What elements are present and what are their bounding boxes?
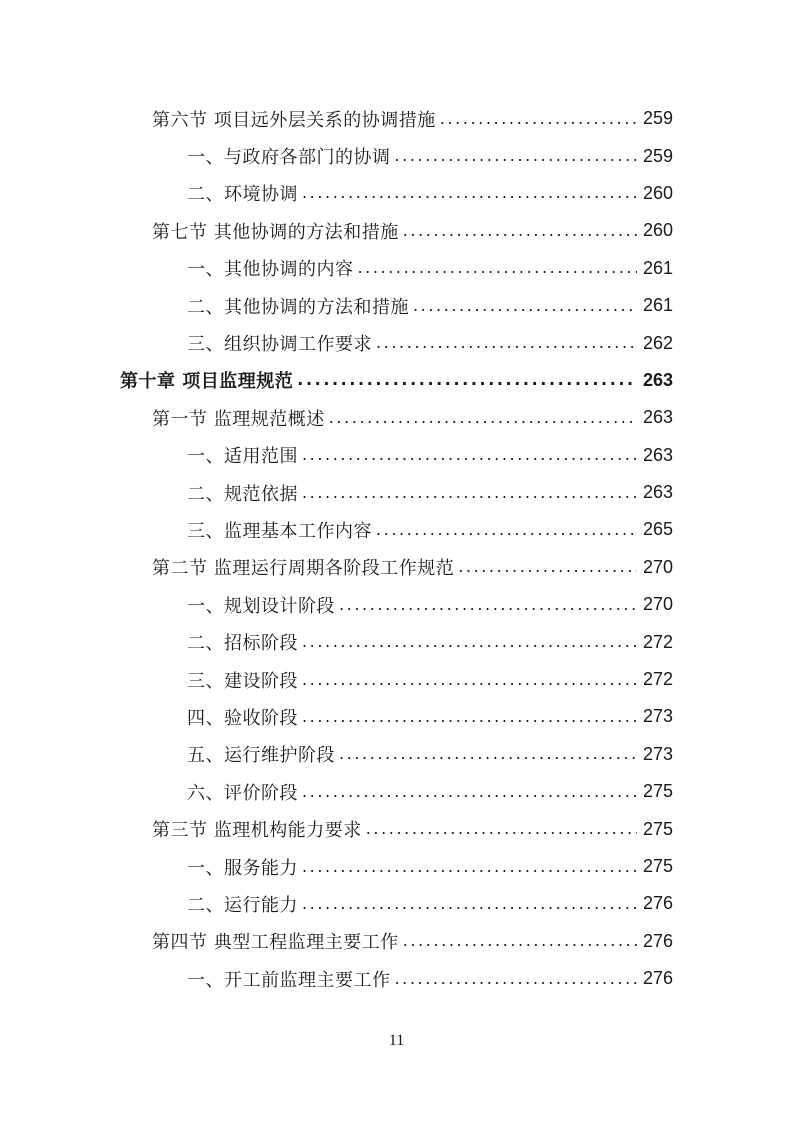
toc-dot-leader bbox=[297, 369, 637, 391]
toc-subsection-entry[interactable] bbox=[0, 324, 793, 361]
toc-entry-page: 261 bbox=[642, 257, 673, 278]
toc-entry-title: 六、评价阶段 bbox=[187, 782, 298, 804]
toc-entry-page: 263 bbox=[642, 369, 673, 390]
toc-entry-title: 第六节 项目远外层关系的协调措施 bbox=[152, 109, 436, 131]
toc-entry-title: 五、运行维护阶段 bbox=[187, 745, 335, 767]
toc-entry-page: 263 bbox=[642, 444, 673, 465]
toc-entry-title: 第四节 典型工程监理主要工作 bbox=[152, 932, 399, 954]
toc-dot-leader bbox=[302, 669, 637, 691]
toc-subsection-entry[interactable] bbox=[0, 661, 793, 698]
toc-subsection-entry[interactable] bbox=[0, 586, 793, 623]
toc-subsection-entry[interactable] bbox=[0, 474, 793, 511]
toc-entry-page: 276 bbox=[642, 930, 673, 951]
toc-subsection-entry[interactable] bbox=[0, 137, 793, 174]
toc-subsection-entry[interactable] bbox=[0, 848, 793, 885]
toc-subsection-entry[interactable] bbox=[0, 287, 793, 324]
toc-dot-leader bbox=[302, 781, 637, 803]
toc-dot-leader bbox=[302, 856, 637, 878]
toc-subsection-entry[interactable] bbox=[0, 773, 793, 810]
toc-dot-leader bbox=[329, 407, 637, 429]
toc-dot-leader bbox=[458, 556, 637, 578]
toc-dot-leader bbox=[302, 893, 637, 915]
toc-dot-leader bbox=[440, 108, 637, 130]
toc-entry-page: 270 bbox=[642, 556, 673, 577]
toc-entry-title: 第十章 项目监理规范 bbox=[120, 371, 294, 393]
toc-entry-page: 275 bbox=[642, 781, 673, 802]
toc-section-entry[interactable] bbox=[0, 810, 793, 847]
toc-dot-leader bbox=[376, 519, 637, 541]
toc-dot-leader bbox=[403, 930, 637, 952]
toc-dot-leader bbox=[302, 482, 637, 504]
toc-entry-page: 275 bbox=[642, 818, 673, 839]
toc-entry-page: 273 bbox=[642, 743, 673, 764]
toc-dot-leader bbox=[413, 295, 637, 317]
toc-dot-leader bbox=[376, 332, 637, 354]
toc-subsection-entry[interactable] bbox=[0, 623, 793, 660]
toc-entry-page: 275 bbox=[642, 856, 673, 876]
toc-subsection-entry[interactable] bbox=[0, 437, 793, 474]
toc-entry-page: 276 bbox=[642, 893, 673, 914]
toc-entry-title: 三、建设阶段 bbox=[187, 670, 298, 692]
table-of-contents bbox=[0, 100, 793, 997]
toc-dot-leader bbox=[358, 257, 638, 279]
toc-entry-page: 265 bbox=[642, 519, 673, 540]
toc-entry-page: 259 bbox=[642, 145, 673, 166]
toc-section-entry[interactable] bbox=[0, 100, 793, 137]
toc-section-entry[interactable] bbox=[0, 399, 793, 436]
toc-entry-page: 276 bbox=[642, 968, 673, 989]
toc-entry-title: 一、服务能力 bbox=[187, 857, 298, 879]
toc-subsection-entry[interactable] bbox=[0, 736, 793, 773]
toc-dot-leader bbox=[403, 220, 637, 242]
toc-dot-leader bbox=[302, 182, 637, 204]
toc-dot-leader bbox=[302, 706, 637, 728]
toc-subsection-entry[interactable] bbox=[0, 885, 793, 922]
toc-section-entry[interactable] bbox=[0, 923, 793, 960]
toc-entry-title: 一、其他协调的内容 bbox=[187, 259, 354, 281]
toc-entry-title: 三、监理基本工作内容 bbox=[187, 520, 372, 542]
toc-subsection-entry[interactable] bbox=[0, 698, 793, 735]
toc-entry-page: 272 bbox=[642, 631, 673, 652]
toc-subsection-entry[interactable] bbox=[0, 960, 793, 997]
toc-subsection-entry[interactable] bbox=[0, 511, 793, 548]
toc-section-entry[interactable] bbox=[0, 549, 793, 586]
toc-entry-title: 二、环境协调 bbox=[187, 184, 298, 206]
toc-dot-leader bbox=[339, 594, 637, 616]
toc-entry-page: 260 bbox=[642, 182, 673, 203]
toc-entry-page: 273 bbox=[642, 706, 673, 727]
toc-section-entry[interactable] bbox=[0, 212, 793, 249]
toc-dot-leader bbox=[395, 145, 638, 167]
toc-entry-page: 262 bbox=[642, 332, 673, 353]
toc-entry-title: 二、运行能力 bbox=[187, 894, 298, 916]
toc-entry-page: 260 bbox=[642, 220, 673, 241]
toc-dot-leader bbox=[395, 968, 638, 990]
toc-dot-leader bbox=[302, 444, 637, 466]
toc-entry-title: 二、规范依据 bbox=[187, 483, 298, 505]
toc-entry-page: 259 bbox=[642, 108, 673, 129]
toc-entry-title: 二、其他协调的方法和措施 bbox=[187, 296, 409, 318]
toc-entry-page: 263 bbox=[642, 482, 673, 503]
toc-dot-leader bbox=[302, 631, 637, 653]
toc-entry-title: 第七节 其他协调的方法和措施 bbox=[152, 221, 399, 243]
toc-entry-title: 一、适用范围 bbox=[187, 446, 298, 468]
toc-subsection-entry[interactable] bbox=[0, 175, 793, 212]
toc-entry-page: 270 bbox=[642, 594, 673, 615]
toc-entry-title: 第二节 监理运行周期各阶段工作规范 bbox=[152, 558, 455, 580]
toc-subsection-entry[interactable] bbox=[0, 250, 793, 287]
toc-dot-leader bbox=[339, 743, 637, 765]
toc-entry-page: 272 bbox=[642, 669, 673, 690]
toc-entry-title: 第三节 监理机构能力要求 bbox=[152, 820, 362, 842]
toc-entry-title: 一、开工前监理主要工作 bbox=[187, 969, 391, 991]
page-number: 11 bbox=[388, 1032, 405, 1049]
toc-entry-page: 263 bbox=[642, 407, 673, 428]
toc-entry-title: 二、招标阶段 bbox=[187, 633, 298, 655]
toc-entry-title: 一、规划设计阶段 bbox=[187, 595, 335, 617]
toc-entry-title: 第一节 监理规范概述 bbox=[152, 408, 325, 430]
toc-entry-title: 三、组织协调工作要求 bbox=[187, 334, 372, 356]
toc-entry-title: 四、验收阶段 bbox=[187, 707, 298, 729]
toc-entry-page: 261 bbox=[642, 295, 673, 316]
toc-chapter-entry[interactable] bbox=[0, 362, 793, 399]
toc-entry-title: 一、与政府各部门的协调 bbox=[187, 147, 391, 169]
toc-dot-leader bbox=[366, 818, 637, 840]
